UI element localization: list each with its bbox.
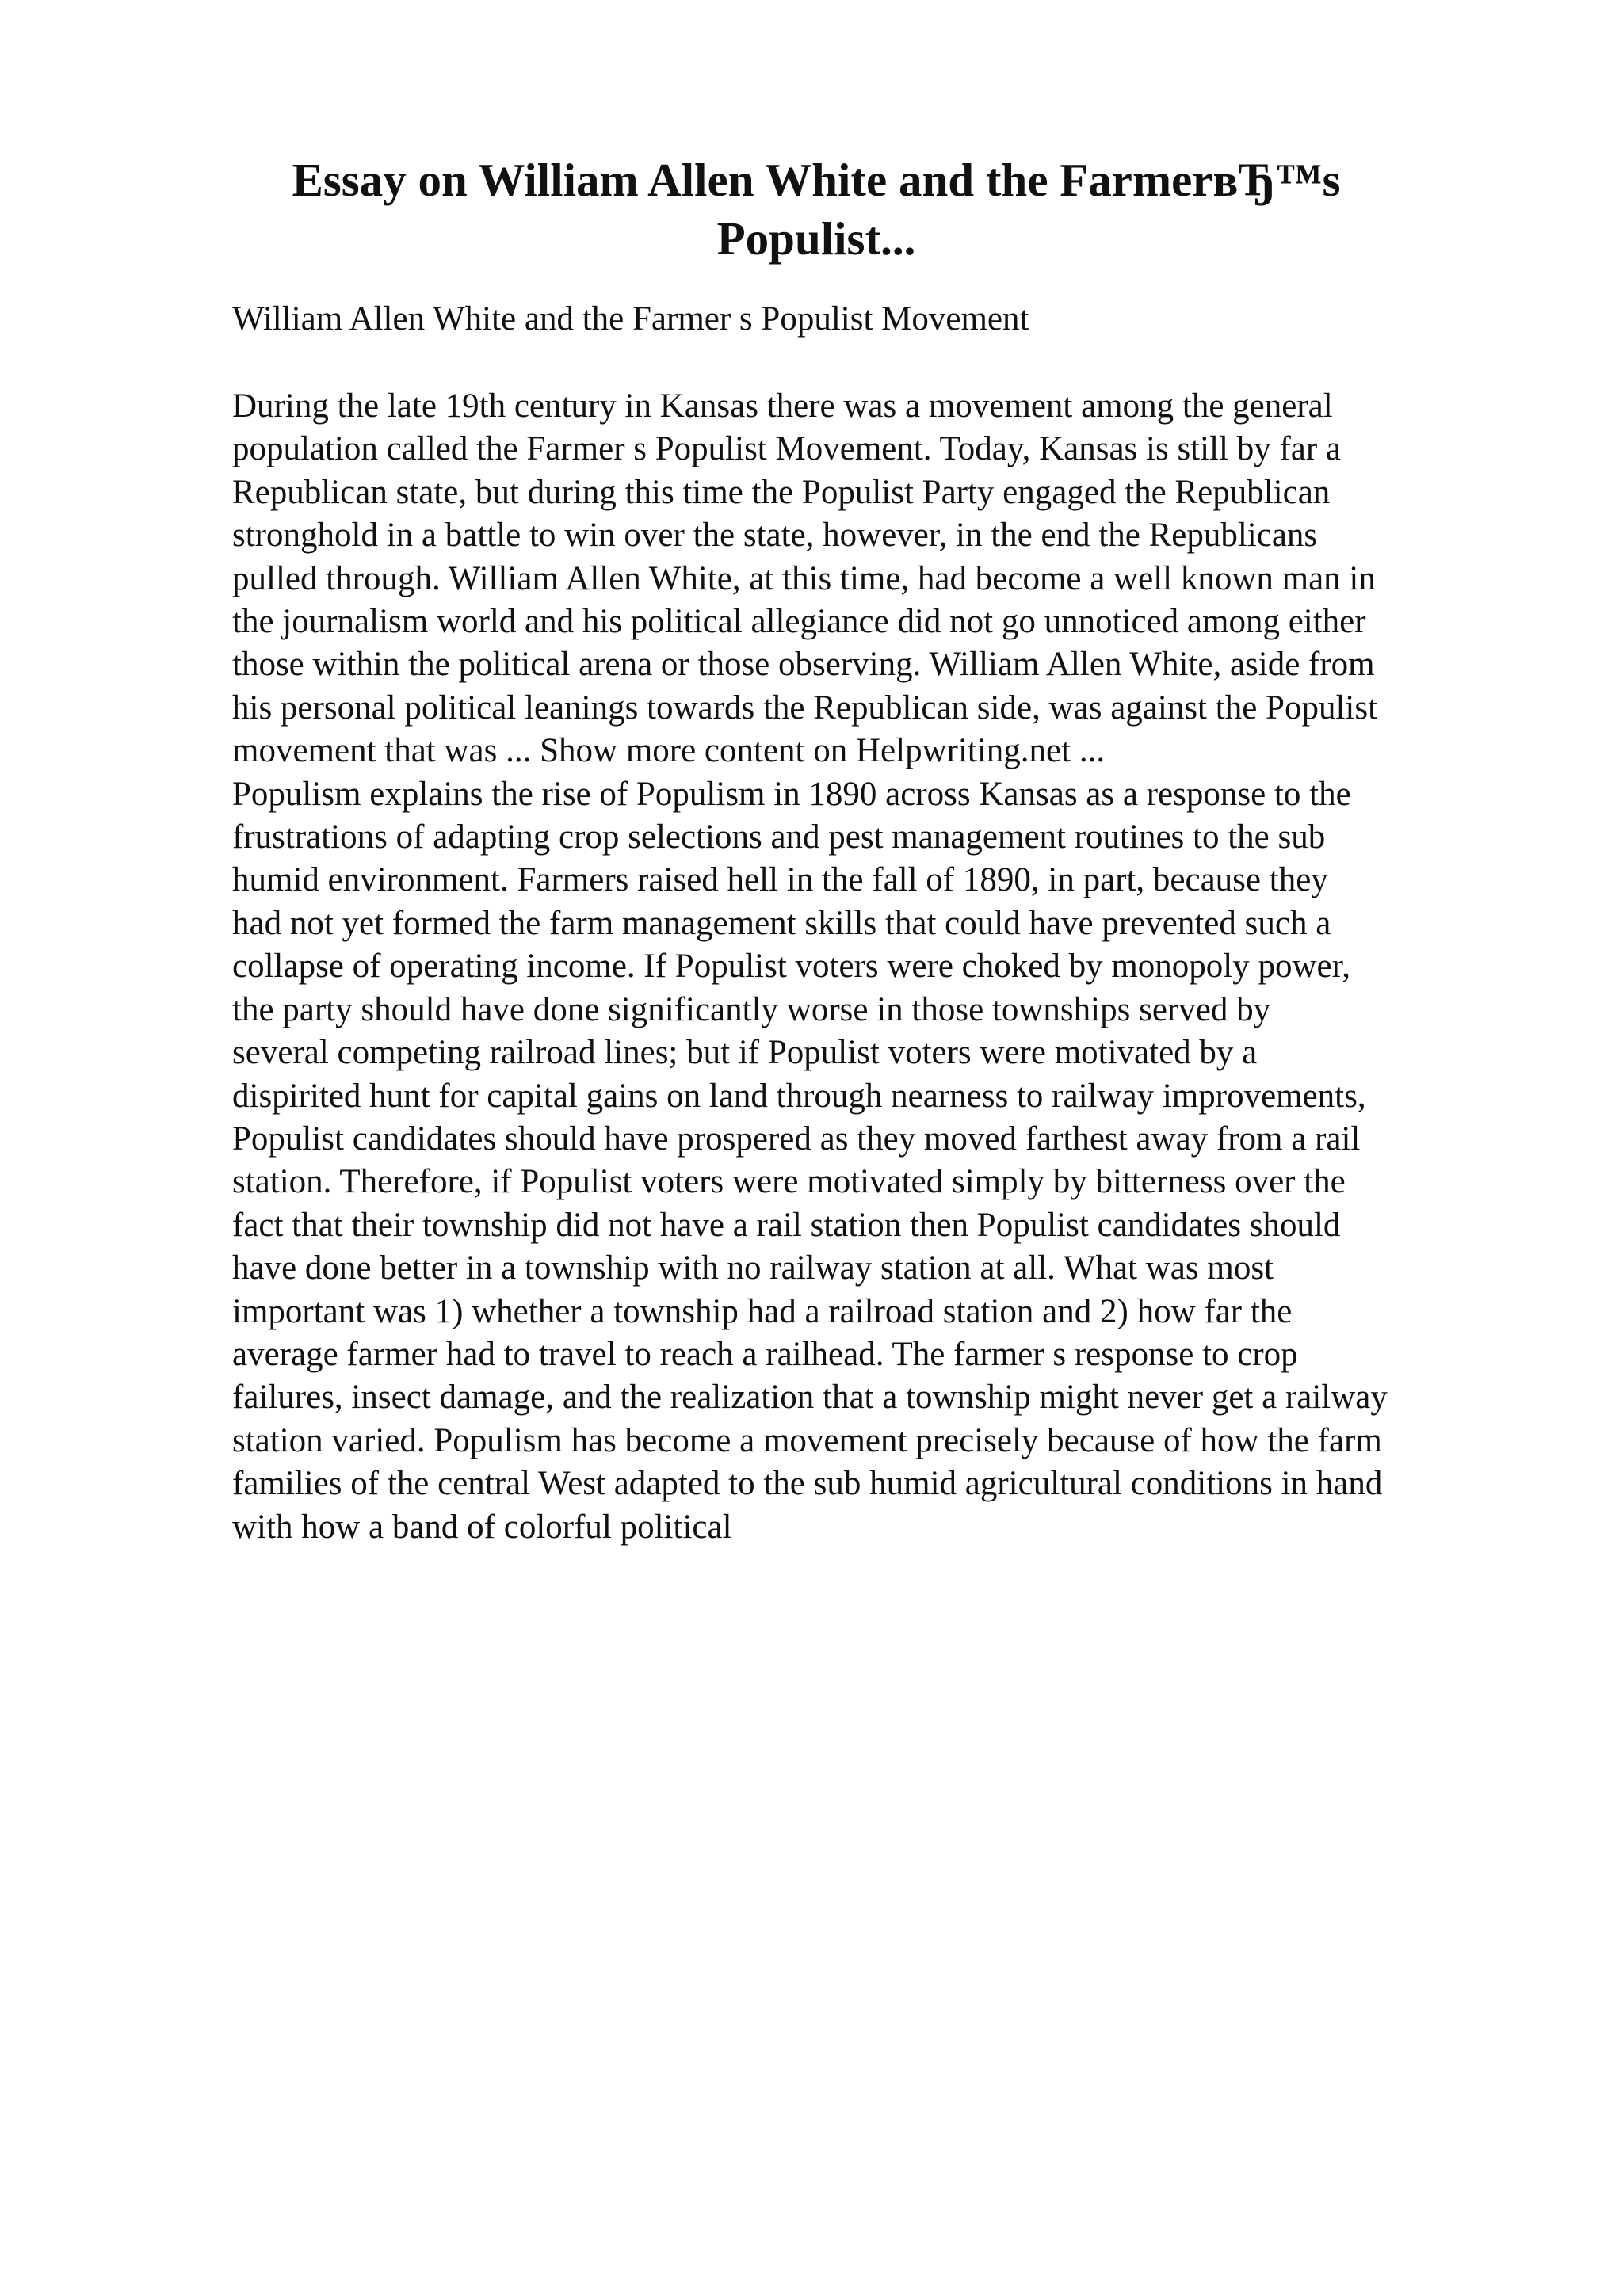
title-line: Essay on William Allen White and the FarmerвЂ™s — [292, 154, 1341, 206]
body-line: population called the Farmer s Populist Movement. Today, Kansas is still by far a — [232, 430, 1342, 468]
body-line: the party should have done significantly worse in those townships served by — [232, 990, 1271, 1028]
document-title — [222, 151, 1411, 268]
title-line: Populist... — [716, 212, 916, 265]
body-line: humid environment. Farmers raised hell in the fall of 1890, in part, because they — [232, 861, 1328, 899]
body-line: average farmer had to travel to reach a railhead. The farmer s response to crop — [232, 1335, 1298, 1373]
body-line: those within the political arena or those observing. William Allen White, aside from — [232, 646, 1375, 684]
body-line: frustrations of adapting crop selections and pest management routines to the sub — [232, 818, 1326, 856]
body-line: families of the central West adapted to the sub humid agricultural conditions in hand — [232, 1465, 1383, 1503]
body-line: Populist candidates should have prospered as they moved farthest away from a rail — [232, 1119, 1361, 1158]
body-line: with how a band of colorful political — [232, 1508, 732, 1546]
body-line: During the late 19th century in Kansas there was a movement among the general — [232, 387, 1333, 425]
body-line: fact that their township did not have a rail station then Populist candidates should — [232, 1206, 1341, 1244]
body-line: movement that was ... Show more content on Helpwriting.net ... — [232, 732, 1106, 770]
body-line: pulled through. William Allen White, at this time, had become a well known man in — [232, 559, 1376, 597]
body-line: station varied. Populism has become a movement precisely because of how the farm — [232, 1421, 1382, 1459]
body-line: Republican state, but during this time the Populist Party engaged the Republican — [232, 473, 1331, 511]
essay-body — [232, 385, 1516, 1549]
body-line: stronghold in a battle to win over the state, however, in the end the Republicans — [232, 517, 1318, 555]
body-line: station. Therefore, if Populist voters were motivated simply by bitterness over the — [232, 1163, 1346, 1201]
body-line: dispirited hunt for capital gains on land through nearness to railway improvements, — [232, 1077, 1366, 1115]
body-line: the journalism world and his political allegiance did not go unnoticed among either — [232, 603, 1366, 641]
document-subtitle: William Allen White and the Farmer s Populist Movement — [232, 300, 1029, 338]
body-line: had not yet formed the farm management skills that could have prevented such a — [232, 904, 1331, 942]
body-line: important was 1) whether a township had a railroad station and 2) how far the — [232, 1292, 1293, 1330]
body-line: failures, insect damage, and the realization that a township might never get a railway — [232, 1379, 1388, 1417]
body-line: several competing railroad lines; but if Populist voters were motivated by a — [232, 1034, 1258, 1072]
body-line: his personal political leanings towards the Republican side, was against the Populist — [232, 688, 1378, 727]
body-line: collapse of operating income. If Populist voters were choked by monopoly power, — [232, 948, 1350, 986]
body-line: Populism explains the rise of Populism in 1890 across Kansas as a response to the — [232, 775, 1351, 813]
body-line: have done better in a township with no railway station at all. What was most — [232, 1249, 1274, 1287]
